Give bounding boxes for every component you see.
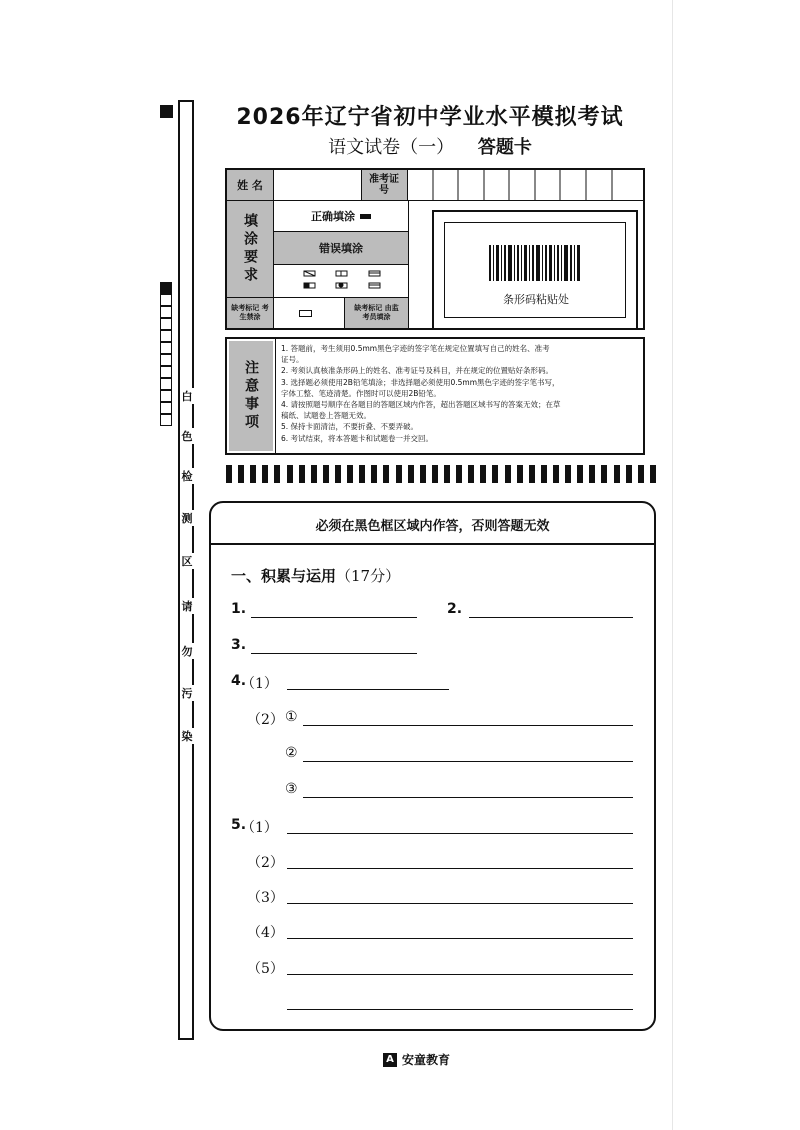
alignment-squares <box>160 282 172 426</box>
exam-title: 2026年辽宁省初中学业水平模拟考试 <box>236 105 624 130</box>
q1-answer-line[interactable] <box>251 617 417 618</box>
q5-5-label: （5） <box>247 961 284 977</box>
q4-2-circle-2: ② <box>285 745 298 761</box>
q5-2-answer-line[interactable] <box>287 868 633 869</box>
q5-2-label: （2） <box>247 855 284 871</box>
q4-label: 4. <box>231 673 247 689</box>
q1-label: 1. <box>231 601 247 617</box>
corner-marker <box>160 105 173 118</box>
strip-char: 请 <box>181 600 193 613</box>
q5-label: 5. <box>231 817 247 833</box>
q5-3-label: （3） <box>247 890 284 906</box>
correct-fill-sample <box>274 201 408 231</box>
strip-char: 勿 <box>181 645 193 658</box>
page-edge <box>672 0 673 1130</box>
section-title <box>231 565 400 586</box>
wrong-fill-examples <box>274 265 408 297</box>
note-item: 1. 答题前，考生须用0.5mm黑色字迹的签字笔在规定位置填写自己的姓名、准考 <box>281 344 550 353</box>
barcode-area <box>432 210 638 330</box>
card-label: 答题卡 <box>477 137 532 158</box>
barcode-label: 条形码粘贴处 <box>503 293 569 306</box>
q5-1-label: （1） <box>241 820 278 836</box>
exam-subtitle <box>200 133 660 159</box>
note-item: 证号。 <box>281 355 304 365</box>
absent-mark-label: 缺考标记 考生禁涂 <box>227 298 273 328</box>
q4-2-label: （2） <box>247 712 284 728</box>
q5-4-answer-line[interactable] <box>287 938 633 939</box>
strip-char: 白 <box>181 390 193 403</box>
brand-logo-icon: A <box>383 1053 397 1067</box>
candidate-info-box <box>225 168 645 330</box>
answer-area <box>209 501 656 1031</box>
brand-name: 安童教育 <box>402 1053 451 1067</box>
note-item: 6. 考试结束，将本答题卡和试题卷一并交回。 <box>281 433 434 443</box>
strip-char: 染 <box>181 730 193 743</box>
q4-2-3-answer-line[interactable] <box>303 797 633 798</box>
section-name: 一、积累与运用 <box>231 567 337 585</box>
note-item: 稿纸、试题卷上答题无效。 <box>281 411 371 421</box>
q2-answer-line[interactable] <box>469 617 633 618</box>
name-label: 姓 名 <box>227 170 273 200</box>
q5-5-answer-line[interactable] <box>287 974 633 975</box>
strip-char: 区 <box>181 555 193 568</box>
note-item: 字体工整、笔迹清楚。作图时可以使用2B铅笔。 <box>281 388 441 398</box>
notes-label: 注意事项 <box>229 341 273 451</box>
q2-label: 2. <box>447 601 463 617</box>
exam-no-label: 准考证号 <box>361 170 407 200</box>
note-item: 3. 选择题必须使用2B铅笔填涂；非选择题必须使用0.5mm黑色字迹的签字笔书写， <box>281 377 560 387</box>
paper-name: 语文试卷（一） <box>328 137 455 158</box>
wrong-fill-label: 错误填涂 <box>274 232 408 264</box>
absent-note-label: 缺考标记 由监考员填涂 <box>345 298 408 328</box>
q5-4-label: （4） <box>247 925 284 941</box>
q5-3-answer-line[interactable] <box>287 903 633 904</box>
strip-char: 色 <box>181 430 193 443</box>
detection-strip <box>178 100 194 1040</box>
note-item: 2. 考须认真核准条形码上的姓名、准考证号及科目，并在规定的位置贴好条形码。 <box>281 366 554 376</box>
answer-warning: 必须在黑色框区域内作答，否则答题无效 <box>315 519 550 534</box>
correct-fill-label: 正确填涂 <box>311 210 355 223</box>
q3-answer-line[interactable] <box>251 653 417 654</box>
timing-marks <box>226 465 656 483</box>
strip-char: 检 <box>181 470 193 483</box>
exam-no-grid[interactable] <box>407 170 643 200</box>
fill-requirement-label: 填涂要求 <box>227 201 273 297</box>
barcode-icon <box>489 245 581 281</box>
footer-brand <box>383 1051 450 1068</box>
notes-list <box>281 343 641 444</box>
note-item: 4. 请按照题号顺序在各题目的答题区域内作答，超出答题区域书写的答案无效；在草 <box>281 400 561 410</box>
absent-mark-box[interactable] <box>274 298 344 328</box>
q4-1-label: （1） <box>241 676 278 692</box>
q4-2-1-answer-line[interactable] <box>303 725 633 726</box>
strip-char: 污 <box>181 687 193 700</box>
q5-1-answer-line[interactable] <box>287 833 633 834</box>
q4-1-answer-line[interactable] <box>287 689 449 690</box>
strip-char: 测 <box>181 512 193 525</box>
notes-box <box>225 337 645 455</box>
section-score: （17分） <box>336 567 401 585</box>
note-item: 5. 保持卡面清洁，不要折叠、不要弄破。 <box>281 422 419 432</box>
q4-2-2-answer-line[interactable] <box>303 761 633 762</box>
q4-2-circle-1: ① <box>285 709 298 725</box>
name-field[interactable] <box>273 170 361 200</box>
q4-2-circle-3: ③ <box>285 781 298 797</box>
q5-5-answer-line-2[interactable] <box>287 1009 633 1010</box>
q3-label: 3. <box>231 637 247 653</box>
